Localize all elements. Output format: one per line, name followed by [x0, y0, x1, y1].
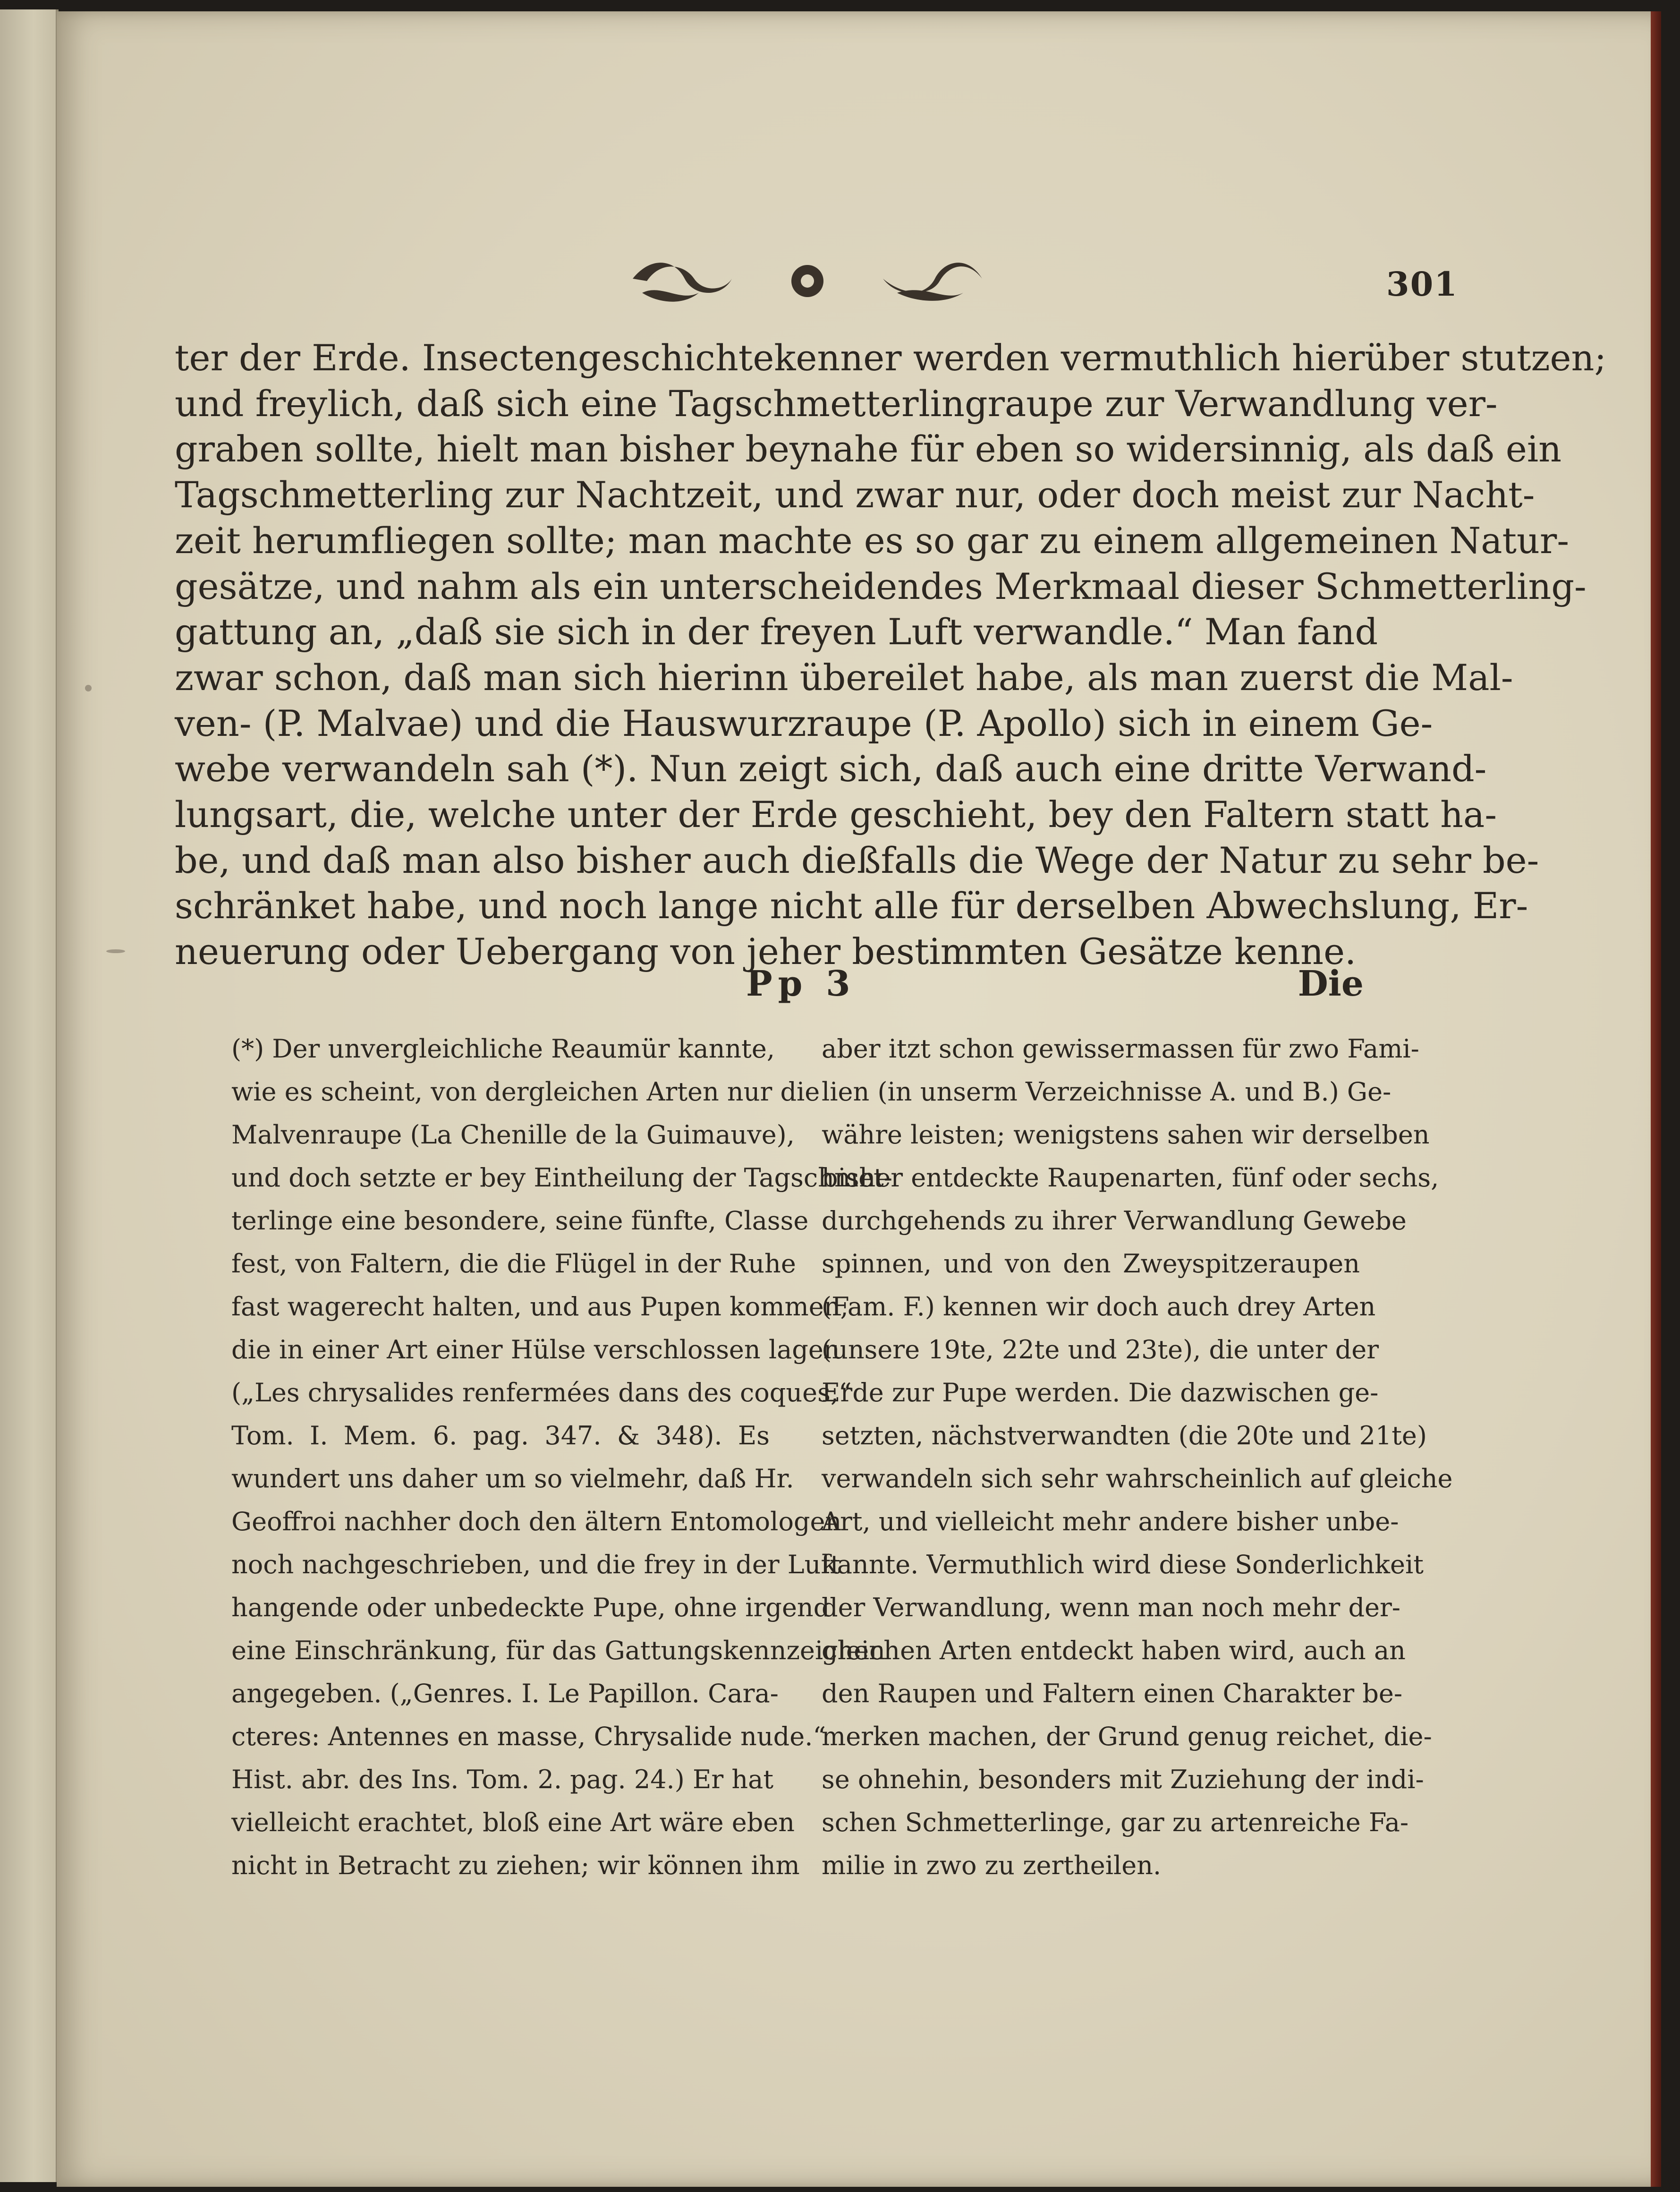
- footnote-line: Malvenraupe (La Chenille de la Guimauve),: [231, 1120, 795, 1150]
- footnote-line: und doch setzte er bey Eintheilung der Tagschmet-: [231, 1163, 892, 1193]
- text-line: gesätze, und nahm als ein unterscheidendes Merkmaal dieser Schmetterling-: [175, 565, 1587, 607]
- footnote-line: wundert uns daher um so vielmehr, daß Hr.: [231, 1464, 794, 1493]
- footnote-line: kannte. Vermuthlich wird diese Sonderlichkeit: [822, 1550, 1424, 1579]
- footnote-line: bisher entdeckte Raupenarten, fünf oder sechs,: [822, 1163, 1439, 1193]
- footnote-line: noch nachgeschrieben, und die frey in der Luft: [231, 1550, 841, 1579]
- footnote-line: cteres: Antennes en masse, Chrysalide nude.“: [231, 1722, 826, 1751]
- text-line: graben sollte, hielt man bisher beynahe für eben so widersinnig, als daß ein: [175, 428, 1562, 470]
- footnote-line: (unsere 19te, 22te und 23te), die unter der: [822, 1335, 1379, 1365]
- footnote-line: der Verwandlung, wenn man noch mehr der-: [822, 1593, 1401, 1622]
- footnote-line: se ohnehin, besonders mit Zuziehung der indi-: [822, 1765, 1424, 1794]
- printers-ornament-icon: [623, 250, 992, 312]
- main-text-block: [175, 335, 1607, 975]
- facing-page-edge: [0, 9, 59, 2182]
- footnote-line: hangende oder unbedeckte Pupe, ohne irgend: [231, 1593, 830, 1622]
- text-line: lungsart, die, welche unter der Erde geschieht, bey den Faltern statt ha-: [175, 793, 1497, 836]
- footnote-line: eine Einschränkung, für das Gattungskennzeichen: [231, 1636, 885, 1665]
- text-line: zwar schon, daß man sich hierinn übereilet habe, als man zuerst die Mal-: [175, 656, 1513, 699]
- text-line: gattung an, „daß sie sich in der freyen Luft verwandle.“ Man fand: [175, 611, 1378, 653]
- footnote-line: setzten, nächstverwandten (die 20te und 21te): [822, 1421, 1427, 1450]
- text-line: schränket habe, und noch lange nicht alle für derselben Abwechslung, Er-: [175, 885, 1528, 927]
- signature-mark: Pp 3: [746, 964, 856, 1004]
- footnote-line: spinnen, und von den Zweyspitzeraupen: [822, 1249, 1360, 1279]
- page-edge-binding: [1651, 11, 1661, 2187]
- footnote-line: Geoffroi nachher doch den ältern Entomologen: [231, 1507, 842, 1536]
- ink-spot: [85, 685, 92, 691]
- footnote-line: gleichen Arten entdeckt haben wird, auch an: [822, 1636, 1406, 1665]
- footnote-line: Tom. I. Mem. 6. pag. 347. & 348). Es: [231, 1421, 770, 1450]
- footnote-line: terlinge eine besondere, seine fünfte, Classe: [231, 1206, 809, 1236]
- footnote-left-column: [231, 1027, 892, 1887]
- text-line: neuerung oder Uebergang von jeher bestimmten Gesätze kenne.: [175, 930, 1357, 973]
- footnote-line: („Les chrysalides renfermées dans des coques,“: [231, 1378, 852, 1407]
- footnote-line: den Raupen und Faltern einen Charakter be-: [822, 1679, 1403, 1708]
- footnote-line: aber itzt schon gewissermassen für zwo Fami-: [822, 1034, 1419, 1064]
- footnote-line: schen Schmetterlinge, gar zu artenreiche Fa-: [822, 1808, 1409, 1837]
- footnote-line: wie es scheint, von dergleichen Arten nur die: [231, 1077, 820, 1107]
- footnote-line: die in einer Art einer Hülse verschlossen lagen: [231, 1335, 840, 1365]
- footnote-line: währe leisten; wenigstens sahen wir derselben: [822, 1120, 1430, 1150]
- text-line: webe verwandeln sah (*). Nun zeigt sich, daß auch eine dritte Verwand-: [175, 748, 1487, 790]
- footnote-line: merken machen, der Grund genug reichet, die-: [822, 1722, 1432, 1751]
- footnote-line: lien (in unserm Verzeichnisse A. und B.) Ge-: [822, 1077, 1392, 1107]
- footnote-line: Art, und vielleicht mehr andere bisher unbe-: [822, 1507, 1399, 1536]
- footnote-line: Erde zur Pupe werden. Die dazwischen ge-: [822, 1378, 1379, 1407]
- page-number: 301: [1386, 264, 1458, 304]
- footnote-line: (Fam. F.) kennen wir doch auch drey Arten: [822, 1292, 1376, 1322]
- footnote-right-column: [822, 1027, 1453, 1887]
- footnote-line: milie in zwo zu zertheilen.: [822, 1851, 1162, 1880]
- text-line: ven- (P. Malvae) und die Hauswurzraupe (P. Apollo) sich in einem Ge-: [175, 702, 1433, 744]
- text-line: ter der Erde. Insectengeschichtekenner werden vermuthlich hierüber stutzen;: [175, 337, 1607, 379]
- text-line: und freylich, daß sich eine Tagschmetterlingraupe zur Verwandlung ver-: [175, 382, 1498, 425]
- text-line: be, und daß man also bisher auch dießfalls die Wege der Natur zu sehr be-: [175, 839, 1539, 881]
- text-line: Tagschmetterling zur Nachtzeit, und zwar nur, oder doch meist zur Nacht-: [175, 474, 1535, 516]
- footnote-line: durchgehends zu ihrer Verwandlung Gewebe: [822, 1206, 1407, 1236]
- footnote-line: verwandeln sich sehr wahrscheinlich auf gleiche: [822, 1464, 1453, 1493]
- footnote-line: (*) Der unvergleichliche Reaumür kannte,: [231, 1034, 775, 1064]
- footnote-line: fast wagerecht halten, und aus Pupen kommen,: [231, 1292, 848, 1322]
- text-line: zeit herumfliegen sollte; man machte es so gar zu einem allgemeinen Natur-: [175, 519, 1570, 562]
- footnote-line: vielleicht erachtet, bloß eine Art wäre eben: [231, 1808, 795, 1837]
- footnote-line: fest, von Faltern, die die Flügel in der Ruhe: [231, 1249, 796, 1279]
- footnote-line: Hist. abr. des Ins. Tom. 2. pag. 24.) Er hat: [231, 1765, 774, 1794]
- footnote-line: nicht in Betracht zu ziehen; wir können ihm: [231, 1851, 800, 1880]
- catchword: Die: [1298, 964, 1364, 1004]
- ink-spot: [106, 949, 125, 953]
- footnote-line: angegeben. („Genres. I. Le Papillon. Cara-: [231, 1679, 779, 1708]
